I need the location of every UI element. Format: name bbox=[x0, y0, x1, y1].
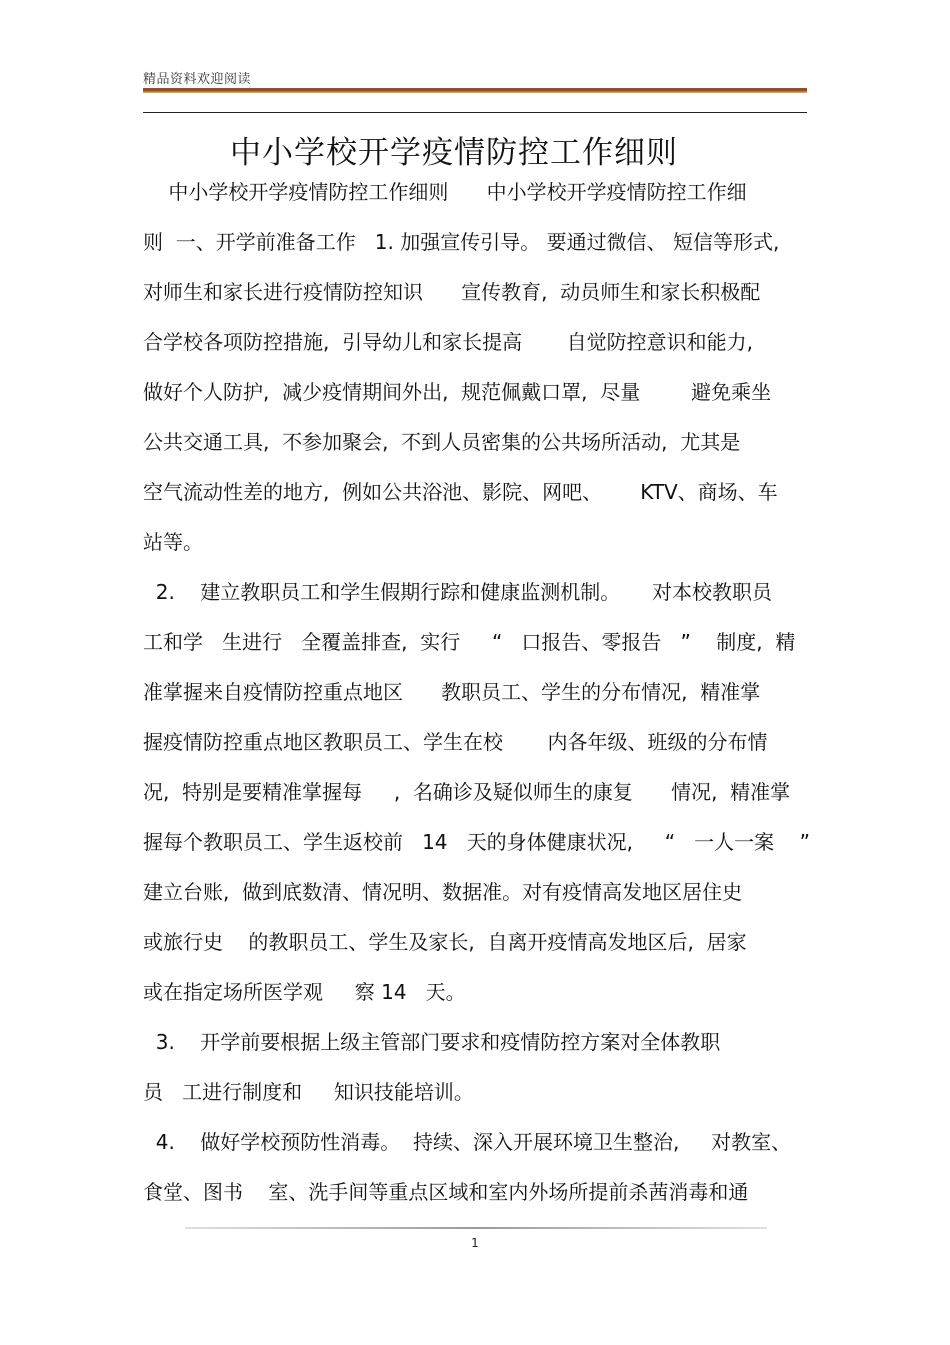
paragraph-line: 中小学校开学疫情防控工作细则 中小学校开学疫情防控工作细 bbox=[143, 180, 747, 204]
paragraph-line: 对师生和家长进行疫情防控知识 宣传教育, 动员师生和家长积极配 bbox=[143, 280, 761, 304]
paragraph-line: 建立台账, 做到底数清、情况明、数据准。对有疫情高发地区居住史 bbox=[143, 880, 743, 904]
document-title: 中小学校开学疫情防控工作细则 bbox=[230, 135, 678, 171]
page-number: 1 bbox=[471, 1236, 479, 1250]
paragraph-line: 员 工进行制度和 知识技能培训。 bbox=[143, 1080, 474, 1104]
paragraph-line: 做好个人防护, 减少疫情期间外出, 规范佩戴口罩, 尽量 避免乘坐 bbox=[143, 380, 772, 404]
paragraph-line: 2. 建立教职员工和学生假期行踪和健康监测机制。 对本校教职员 bbox=[143, 580, 773, 604]
paragraph-line: 则 一、开学前准备工作 1. 加强宣传引导。 要通过微信、 短信等形式, bbox=[143, 230, 780, 254]
paragraph-line: 空气流动性差的地方, 例如公共浴池、影院、网吧、 KTV、商场、车 bbox=[143, 480, 778, 504]
header-text: 精品资料欢迎阅读 bbox=[143, 72, 252, 87]
paragraph-line: 3. 开学前要根据上级主管部门要求和疫情防控方案对全体教职 bbox=[143, 1030, 721, 1054]
paragraph-line: 4. 做好学校预防性消毒。 持续、深入开展环境卫生整治, 对教室、 bbox=[143, 1130, 792, 1154]
paragraph-line: 工和学 生进行 全覆盖排查, 实行 “ 口报告、零报告 ” 制度, 精 bbox=[143, 630, 796, 654]
paragraph-line: 或在指定场所医学观 察 14 天。 bbox=[143, 980, 466, 1004]
header-divider-thin bbox=[143, 112, 807, 113]
paragraph-line: 或旅行史 的教职员工、学生及家长, 自离开疫情高发地区后, 居家 bbox=[143, 930, 747, 954]
paragraph-line: 握每个教职员工、学生返校前 14 天的身体健康状况, “ 一人一案 ” bbox=[143, 830, 810, 854]
paragraph-line: 站等。 bbox=[143, 530, 203, 554]
paragraph-line: 准掌握来自疫情防控重点地区 教职员工、学生的分布情况, 精准掌 bbox=[143, 680, 761, 704]
header-divider-thick bbox=[143, 88, 807, 93]
paragraph-line: 握疫情防控重点地区教职员工、学生在校 内各年级、班级的分布情 bbox=[143, 730, 768, 754]
paragraph-line: 公共交通工具, 不参加聚会, 不到人员密集的公共场所活动, 尤其是 bbox=[143, 430, 741, 454]
paragraph-line: 合学校各项防控措施, 引导幼儿和家长提高 自觉防控意识和能力, bbox=[143, 330, 753, 354]
footer-divider bbox=[185, 1227, 767, 1229]
paragraph-line: 况, 特别是要精准掌握每 , 名确诊及疑似师生的康复 情况, 精准掌 bbox=[143, 780, 791, 804]
paragraph-line: 食堂、图书 室、洗手间等重点区域和室内外场所提前杀茜消毒和通 bbox=[143, 1180, 749, 1204]
